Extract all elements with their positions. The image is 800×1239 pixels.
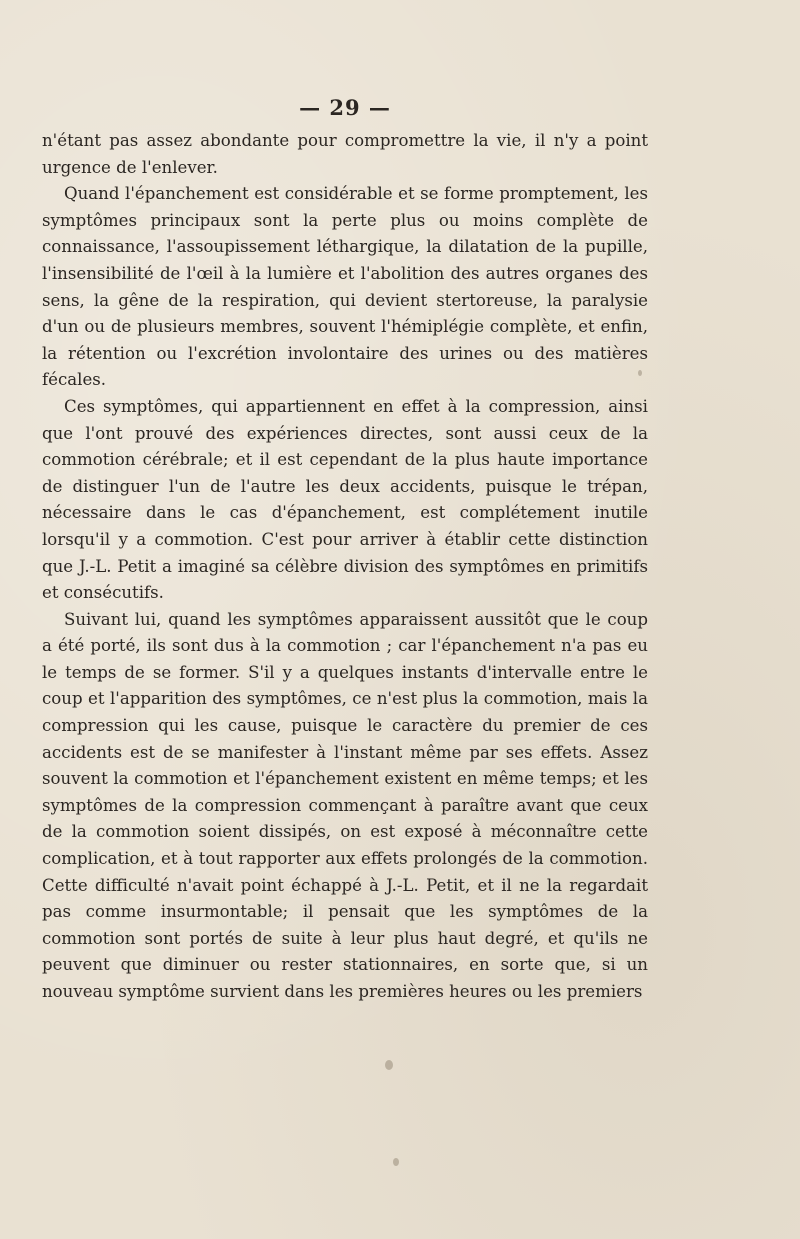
paragraph-symptoms: Quand l'épanchement est considérable et se forme promptement, les symptômes principaux sont la perte plus ou moins complète de connaissance, l'assoupissement léthargique, la dilatation de la pupille, l'insensibilité de l'œil à la lumière et l'abolition des autres organes des sens, la gêne de la respiration, qui devient stertoreuse, la paralysie d'un ou de plusieurs membres, souvent l'hémiplégie complète, et enfin, la rétention ou l'excrétion involontaire des urines ou des matières fécales. <box>42 184 648 390</box>
paragraph-petit-theory: Suivant lui, quand les symptômes apparaissent aussitôt que le coup a été porté, ils sont dus à la commotion ; car l'épanchement n'a pas eu le temps de se former. S'il y a quelques instants d'intervalle entre le coup et l'apparition des symptômes, ce n'est plus la commotion, mais la compression qui les cause, puisque le caractère du premier de ces accidents est de se manifester à l'instant même par ses effets. Assez souvent la commotion et l'épanchement existent en même temps; et les symptômes de la compression commençant à paraître avant que ceux de la commotion soient dissipés, on est exposé à méconnaître cette complication, et à tout rapporter aux effets prolongés de la commotion. Cette difficulté n'avait point échappé à J.-L. Petit, et il ne la regardait pas comme insurmontable; il pensait que les symptômes de la commotion sont portés de suite à leur plus haut degré, et qu'ils ne peuvent que diminuer ou rester stationnaires, en sorte que, si un nouveau symptôme survient dans les premières heures ou les premiers <box>42 609 648 1001</box>
page-number: — 29 — <box>299 95 391 120</box>
body-text <box>42 128 648 1006</box>
paper-stain <box>393 1158 399 1166</box>
paragraph-compression-commotion: Ces symptômes, qui appartiennent en effet à la compression, ainsi que l'ont prouvé des expériences directes, sont aussi ceux de la commotion cérébrale; et il est cependant de la plus haute importance de distinguer l'un de l'autre les deux accidents, puisque le trépan, nécessaire dans le cas d'épanchement, est complétement inutile lorsqu'il y a commotion. C'est pour arriver à établir cette distinction que J.-L. Petit a imaginé sa célèbre division des symptômes en primitifs et consécutifs. <box>42 396 648 603</box>
paper-stain <box>638 370 642 376</box>
paragraph-continuation: n'étant pas assez abondante pour compromettre la vie, il n'y a point urgence de l'enlever. <box>42 131 648 177</box>
paper-stain <box>385 1060 393 1070</box>
